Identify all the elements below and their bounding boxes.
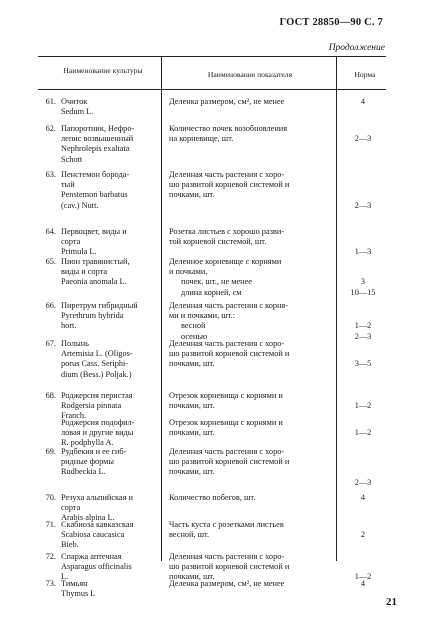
indicator-text-line: Деленная часть растения с хоро- xyxy=(169,552,285,561)
culture-name-line: сорта xyxy=(61,503,81,513)
row-number: 71. xyxy=(45,520,56,529)
culture-name-line: dium (Bess.) Poljak.) xyxy=(61,369,132,379)
table-top-rule xyxy=(38,56,386,57)
norm-value xyxy=(338,391,388,411)
indicator-text-line: почек, шт., не менее xyxy=(181,277,252,287)
indicator-text-line: Деленная часть растения с хоро- xyxy=(169,339,285,348)
norm-value xyxy=(338,301,388,342)
row-number: 63. xyxy=(45,170,56,179)
indicator-text-line: Деленка размером, см², не менее xyxy=(169,579,285,588)
table-row xyxy=(40,227,385,257)
norm-value xyxy=(338,493,388,503)
culture-name xyxy=(61,579,165,599)
row-number: 72. xyxy=(45,552,56,561)
indicator-text-line: Деленная часть растения с корня- xyxy=(169,301,289,310)
row-number: 68. xyxy=(45,391,56,400)
row-number: 66. xyxy=(45,301,56,310)
indicator-text xyxy=(169,493,329,503)
indicator-text-line: почками, шт. xyxy=(169,428,215,438)
indicator-text xyxy=(169,97,329,107)
table-header-rule xyxy=(38,89,386,90)
culture-name-line: Пенстемон борода- xyxy=(61,170,130,179)
norm-value-line xyxy=(338,349,388,359)
culture-name xyxy=(61,552,165,583)
culture-name-line: Rudbeckia L. xyxy=(61,467,106,477)
norm-value-line: 4 xyxy=(360,579,366,588)
indicator-text-line: шо развитой корневой системой и xyxy=(169,562,290,572)
culture-name-line: Резуха альпийская и xyxy=(61,493,133,502)
norm-value-line xyxy=(338,170,388,180)
row-number: 61. xyxy=(45,97,56,106)
indicator-text-line: весной xyxy=(181,321,206,331)
norm-value xyxy=(338,227,388,258)
indicator-text-line: длина корней, см xyxy=(181,287,242,297)
row-number: 67. xyxy=(45,339,56,348)
culture-name-line: Роджерсия подофил- xyxy=(61,418,135,427)
table-row xyxy=(40,339,385,379)
indicator-text xyxy=(169,339,329,370)
culture-name xyxy=(61,124,165,165)
norm-value-line xyxy=(338,467,388,477)
culture-name-line: Paeonia anomala L. xyxy=(61,277,127,287)
row-number: 73. xyxy=(45,579,56,588)
norm-value-line xyxy=(338,520,388,530)
norm-value-line xyxy=(338,339,388,349)
culture-name-line: Пиретрум гибридный xyxy=(61,301,138,310)
table-row xyxy=(40,301,385,341)
norm-value xyxy=(338,339,388,370)
culture-name-line: Sedum L. xyxy=(61,107,94,117)
culture-name-line: ридные формы xyxy=(61,457,114,467)
indicator-text xyxy=(169,257,329,298)
culture-name-line: Arabis alpina L. xyxy=(61,513,115,523)
row-number: 62. xyxy=(45,124,56,133)
norm-value-line: 2 xyxy=(360,530,366,540)
norm-value xyxy=(338,418,388,438)
indicator-text-line: шо развитой корневой системой и xyxy=(169,180,290,190)
culture-name-line: L. xyxy=(61,572,69,582)
indicator-text-line: Отрезок корневища с корнями и xyxy=(169,391,283,400)
culture-name-line: Nephrolepis exaltata xyxy=(61,144,130,154)
norm-value-line xyxy=(338,562,388,572)
table-row xyxy=(40,447,385,487)
culture-name xyxy=(61,493,165,524)
culture-name-line: Спаржа аптечная xyxy=(61,552,122,561)
indicator-text-line: Розетка листьев с хорошо разви- xyxy=(169,227,285,236)
indicator-text-line: Отрезок корневища с корнями и xyxy=(169,418,283,427)
indicator-text-line: той корневой системой, шт. xyxy=(169,237,267,247)
culture-name-line: Primula L. xyxy=(61,247,97,257)
table-row xyxy=(40,124,385,164)
indicator-text-line: и почками, xyxy=(169,267,208,277)
culture-name xyxy=(61,447,165,478)
indicator-text-line: Количество побегов, шт. xyxy=(169,493,256,502)
indicator-text-line: почками, шт. xyxy=(169,359,215,369)
indicator-text-line: Деленная часть растения с хоро- xyxy=(169,447,285,456)
table-row xyxy=(40,493,385,523)
norm-value-line: 2—3 xyxy=(354,200,372,210)
norm-value-line: 3 xyxy=(360,277,366,287)
column-header-indicator: Наименование показателя xyxy=(207,70,293,79)
norm-value-line: 2—3 xyxy=(354,331,372,341)
table-row xyxy=(40,579,385,599)
culture-name-line: Rodgersia pinnata xyxy=(61,401,122,411)
indicator-text-line: шо развитой корневой системой и xyxy=(169,349,290,359)
culture-name xyxy=(61,227,165,258)
norm-value xyxy=(338,124,388,144)
culture-name-line: сорта xyxy=(61,237,81,247)
table-row xyxy=(40,257,385,297)
indicator-text-line: ми и почками, шт.: xyxy=(169,311,236,321)
norm-value-line xyxy=(338,257,388,267)
table-row xyxy=(40,552,385,582)
culture-name-line: Schott xyxy=(61,154,83,164)
continuation-label: Продолжение xyxy=(328,43,385,53)
indicator-text xyxy=(169,520,329,540)
culture-name-line: Тимьян xyxy=(61,579,88,588)
culture-name xyxy=(61,97,165,117)
culture-name-line: (cav.) Nutt. xyxy=(61,200,99,210)
norm-value xyxy=(338,170,388,211)
culture-name xyxy=(61,339,165,380)
column-header-norm: Норма xyxy=(354,70,376,79)
norm-value-line: 1—2 xyxy=(354,428,372,438)
indicator-text xyxy=(169,418,329,438)
culture-name-line: Asparagus officinalis xyxy=(61,562,132,572)
culture-name-line: Папоротник, Нефро- xyxy=(61,124,135,133)
culture-name-line: R. podphylla A. xyxy=(61,438,114,448)
norm-value-line: 3—5 xyxy=(354,359,372,369)
culture-name-line: Очиток xyxy=(61,97,88,106)
indicator-text-line: Деленная часть растения с хоро- xyxy=(169,170,285,179)
culture-name xyxy=(61,170,165,211)
page-header: ГОСТ 28850—90 С. 7 xyxy=(279,17,383,28)
table-row xyxy=(40,391,385,421)
page-number: 21 xyxy=(386,596,397,608)
norm-value xyxy=(338,520,388,540)
norm-value-line: 1—2 xyxy=(354,572,372,582)
indicator-text xyxy=(169,391,329,411)
indicator-text xyxy=(169,552,329,583)
norm-value-line: 1—2 xyxy=(354,401,372,411)
norm-value-line: 10—15 xyxy=(350,287,376,297)
indicator-text xyxy=(169,227,329,247)
norm-value-line: 4 xyxy=(360,97,366,106)
norm-value-line xyxy=(338,457,388,467)
indicator-text xyxy=(169,124,329,144)
indicator-text xyxy=(169,301,329,342)
norm-value-line xyxy=(338,237,388,247)
indicator-text-line: Количество почек возобновления xyxy=(169,124,288,133)
culture-name-line: hort. xyxy=(61,321,77,331)
table-row xyxy=(40,418,385,448)
norm-value-line xyxy=(338,447,388,457)
indicator-text xyxy=(169,579,329,589)
indicator-text-line: на корневище, шт. xyxy=(169,134,234,144)
indicator-text xyxy=(169,447,329,478)
culture-name-line: Franch. xyxy=(61,411,87,421)
indicator-text-line: почками, шт. xyxy=(169,467,215,477)
culture-name-line: Bieb. xyxy=(61,540,79,550)
indicator-text-line: шо развитой корневой системой и xyxy=(169,457,290,467)
indicator-text-line: почками, шт. xyxy=(169,572,215,582)
table-row xyxy=(40,170,385,210)
culture-name-line: Pyrethrum hybrida xyxy=(61,311,124,321)
norm-value-line xyxy=(338,267,388,277)
culture-name xyxy=(61,391,165,422)
culture-name-line: лепис возвышенный xyxy=(61,134,134,144)
norm-value-line xyxy=(338,311,388,321)
culture-name-line: Penstemon barbatus xyxy=(61,190,128,200)
culture-name-line: Полынь xyxy=(61,339,89,348)
norm-value-line: 4 xyxy=(360,493,366,502)
row-number: 64. xyxy=(45,227,56,236)
norm-value-line xyxy=(338,180,388,190)
indicator-text xyxy=(169,170,329,201)
culture-name xyxy=(61,520,165,551)
indicator-text-line: весной, шт. xyxy=(169,530,210,540)
culture-name-line: Thymus L xyxy=(61,589,96,599)
culture-name-line: Рудбекия и ее гиб- xyxy=(61,447,127,456)
row-number: 69. xyxy=(45,447,56,456)
norm-value-line xyxy=(338,552,388,562)
norm-value-line: 2—3 xyxy=(354,477,372,487)
culture-name-line: Роджерсия перистая xyxy=(61,391,133,400)
indicator-text-line: Деленка размером, см², не менее xyxy=(169,97,285,106)
norm-value-line xyxy=(338,391,388,401)
culture-name xyxy=(61,301,165,332)
culture-name-line: Первоцвет, виды и xyxy=(61,227,127,236)
norm-value xyxy=(338,447,388,488)
norm-value-line xyxy=(338,301,388,311)
culture-name xyxy=(61,257,165,288)
row-number: 65. xyxy=(45,257,56,266)
culture-name-line: ловая и другие виды xyxy=(61,428,134,438)
table-row xyxy=(40,97,385,117)
culture-name-line: porus Cass. Seriphi- xyxy=(61,359,129,369)
norm-value xyxy=(338,257,388,298)
norm-value-line: 1—2 xyxy=(354,321,372,331)
norm-value-line xyxy=(338,227,388,237)
culture-name-line: Пион травянистый, xyxy=(61,257,130,266)
indicator-text-line: Деленное корневище с корнями xyxy=(169,257,282,266)
norm-value-line: 2—3 xyxy=(354,134,372,144)
norm-value xyxy=(338,552,388,583)
culture-name-line: Скабиоза кавказская xyxy=(61,520,134,529)
indicator-text-line: почками, шт. xyxy=(169,401,215,411)
column-header-name: Наименование культуры xyxy=(63,66,143,75)
norm-value-line xyxy=(338,190,388,200)
table-row xyxy=(40,520,385,550)
culture-name xyxy=(61,418,165,449)
indicator-text-line: почками, шт. xyxy=(169,190,215,200)
norm-value xyxy=(338,579,388,589)
indicator-text-line: осенью xyxy=(181,331,208,341)
culture-name-line: Artemisia L. (Oligos- xyxy=(61,349,133,359)
culture-name-line: виды и сорта xyxy=(61,267,108,277)
norm-value-line xyxy=(338,124,388,134)
norm-value-line: 1—3 xyxy=(354,247,372,257)
norm-value-line xyxy=(338,418,388,428)
row-number: 70. xyxy=(45,493,56,502)
culture-name-line: Scabiosa caucasica xyxy=(61,530,125,540)
indicator-text-line: Часть куста с розетками листьев xyxy=(169,520,284,529)
norm-value xyxy=(338,97,388,107)
culture-name-line: тый xyxy=(61,180,75,190)
